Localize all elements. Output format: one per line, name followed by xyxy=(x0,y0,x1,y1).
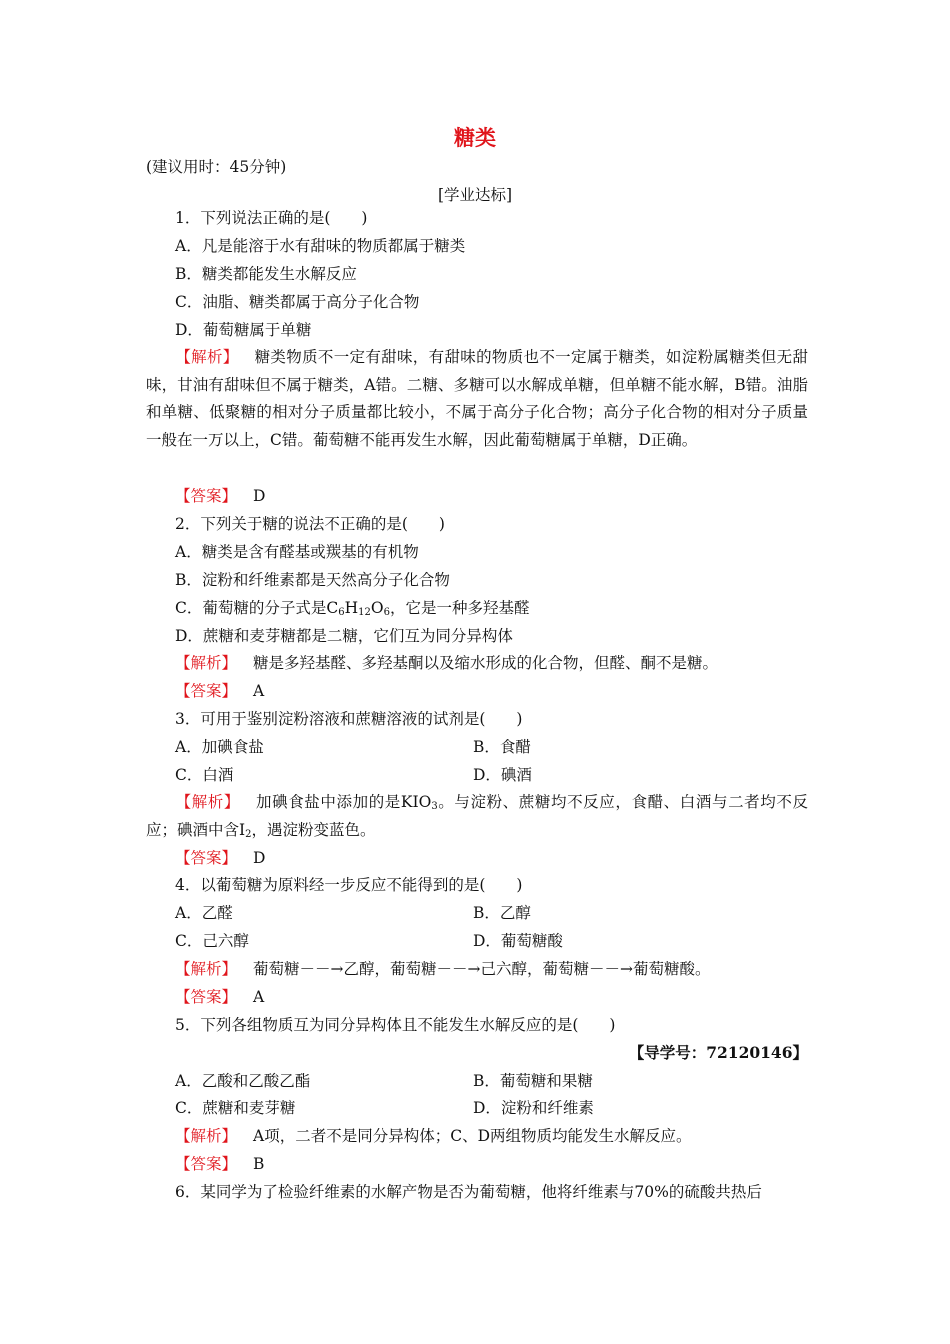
q6-stem: 6．某同学为了检验纤维素的水解产物是否为葡萄糖，他将纤维素与70%的硫酸共热后 xyxy=(175,1183,762,1201)
q4-option-b: B．乙醇 xyxy=(473,904,531,922)
q1-analysis xyxy=(146,344,808,455)
q5-option-a: A．乙酸和乙酸乙酯 xyxy=(175,1072,311,1090)
q5-analysis: 【解析】 A项，二者不是同分异构体；C、D两组物质均能发生水解反应。 xyxy=(175,1127,692,1145)
q1-option-c: C．油脂、糖类都属于高分子化合物 xyxy=(175,293,420,311)
time-hint: (建议用时：45分钟) xyxy=(146,158,287,176)
q2-answer: 【答案】 A xyxy=(175,682,265,700)
q5-option-b: B．葡萄糖和果糖 xyxy=(473,1072,593,1090)
q5-answer: 【答案】 B xyxy=(175,1155,265,1173)
answer-label: 【答案】 xyxy=(175,1155,238,1173)
q1-analysis-text: 糖类物质不一定有甜味，有甜味的物质也不一定属于糖类，如淀粉属糖类但无甜味，甘油有甜味但不属于糖类，A错。二糖、多糖可以水解成单糖，但单糖不能水解，B错。油脂和单糖、低聚糖的相对分子质量都比较小，不属于高分子化合物；高分子化合物的相对分子质量一般在一万以上，C错。葡萄糖不能再发生水解，因此葡萄糖属于单糖，D正确。 xyxy=(146,348,808,450)
q2-option-c: C．葡萄糖的分子式是$C_6H_{12}O_6$，它是一种多羟基醛 xyxy=(175,599,530,618)
answer-label: 【答案】 xyxy=(175,487,238,505)
q5-stem: 5．下列各组物质互为同分异构体且不能发生水解反应的是( ) xyxy=(175,1016,616,1034)
analysis-label: 【解析】 xyxy=(175,654,238,672)
q1-option-b: B．糖类都能发生水解反应 xyxy=(175,265,357,283)
q3-option-a: A．加碘食盐 xyxy=(175,738,264,756)
q4-answer: 【答案】 A xyxy=(175,988,265,1006)
q3-analysis: 【解析】 加碘食盐中添加的是$KIO_3$。与淀粉、蔗糖均不反应，食醋、白酒与二者均不反应；碘酒中含$I_2$，遇淀粉变蓝色。 xyxy=(146,793,808,840)
page-title: 糖类 xyxy=(454,125,496,150)
q1-answer xyxy=(175,485,265,507)
q4-analysis: 【解析】 葡萄糖－－→乙醇，葡萄糖－－→己六醇，葡萄糖－－→葡萄糖酸。 xyxy=(175,960,711,978)
q2-option-b: B．淀粉和纤维素都是天然高分子化合物 xyxy=(175,571,450,589)
q2-option-d: D．蔗糖和麦芽糖都是二糖，它们互为同分异构体 xyxy=(175,627,513,645)
q5-option-d: D．淀粉和纤维素 xyxy=(473,1099,594,1117)
analysis-label: 【解析】 xyxy=(175,348,239,366)
q4-option-a: A．乙醛 xyxy=(175,904,233,922)
q4-option-c: C．己六醇 xyxy=(175,932,249,950)
q1-stem: 1．下列说法正确的是( ) xyxy=(175,209,368,227)
analysis-label: 【解析】 xyxy=(175,1127,238,1145)
answer-label: 【答案】 xyxy=(175,849,238,867)
section-heading: [学业达标] xyxy=(437,186,513,204)
analysis-label: 【解析】 xyxy=(175,793,240,811)
q2-analysis: 【解析】 糖是多羟基醛、多羟基酮以及缩水形成的化合物，但醛、酮不是糖。 xyxy=(175,654,719,672)
q3-option-c: C．白酒 xyxy=(175,766,234,784)
q5-option-c: C．蔗糖和麦芽糖 xyxy=(175,1099,296,1117)
q2-stem: 2．下列关于糖的说法不正确的是( ) xyxy=(175,515,445,533)
q3-stem: 3．可用于鉴别淀粉溶液和蔗糖溶液的试剂是( ) xyxy=(175,710,523,728)
q4-option-d: D．葡萄糖酸 xyxy=(473,932,563,950)
q1-option-a: A．凡是能溶于水有甜味的物质都属于糖类 xyxy=(175,237,466,255)
answer-label: 【答案】 xyxy=(175,682,238,700)
q3-option-d: D．碘酒 xyxy=(473,766,532,784)
answer-label: 【答案】 xyxy=(175,988,238,1006)
q4-stem: 4．以葡萄糖为原料经一步反应不能得到的是( ) xyxy=(175,876,523,894)
glucose-formula: $C_6H_{12}O_6$ xyxy=(326,599,390,618)
q3-answer: 【答案】 D xyxy=(175,849,266,867)
q3-option-b: B．食醋 xyxy=(473,738,531,756)
q1-answer-value: D xyxy=(253,487,266,505)
q2-option-a: A．糖类是含有醛基或羰基的有机物 xyxy=(175,543,419,561)
guide-number: 【导学号：72120146】 xyxy=(628,1043,808,1062)
analysis-label: 【解析】 xyxy=(175,960,238,978)
q1-option-d: D．葡萄糖属于单糖 xyxy=(175,321,312,339)
